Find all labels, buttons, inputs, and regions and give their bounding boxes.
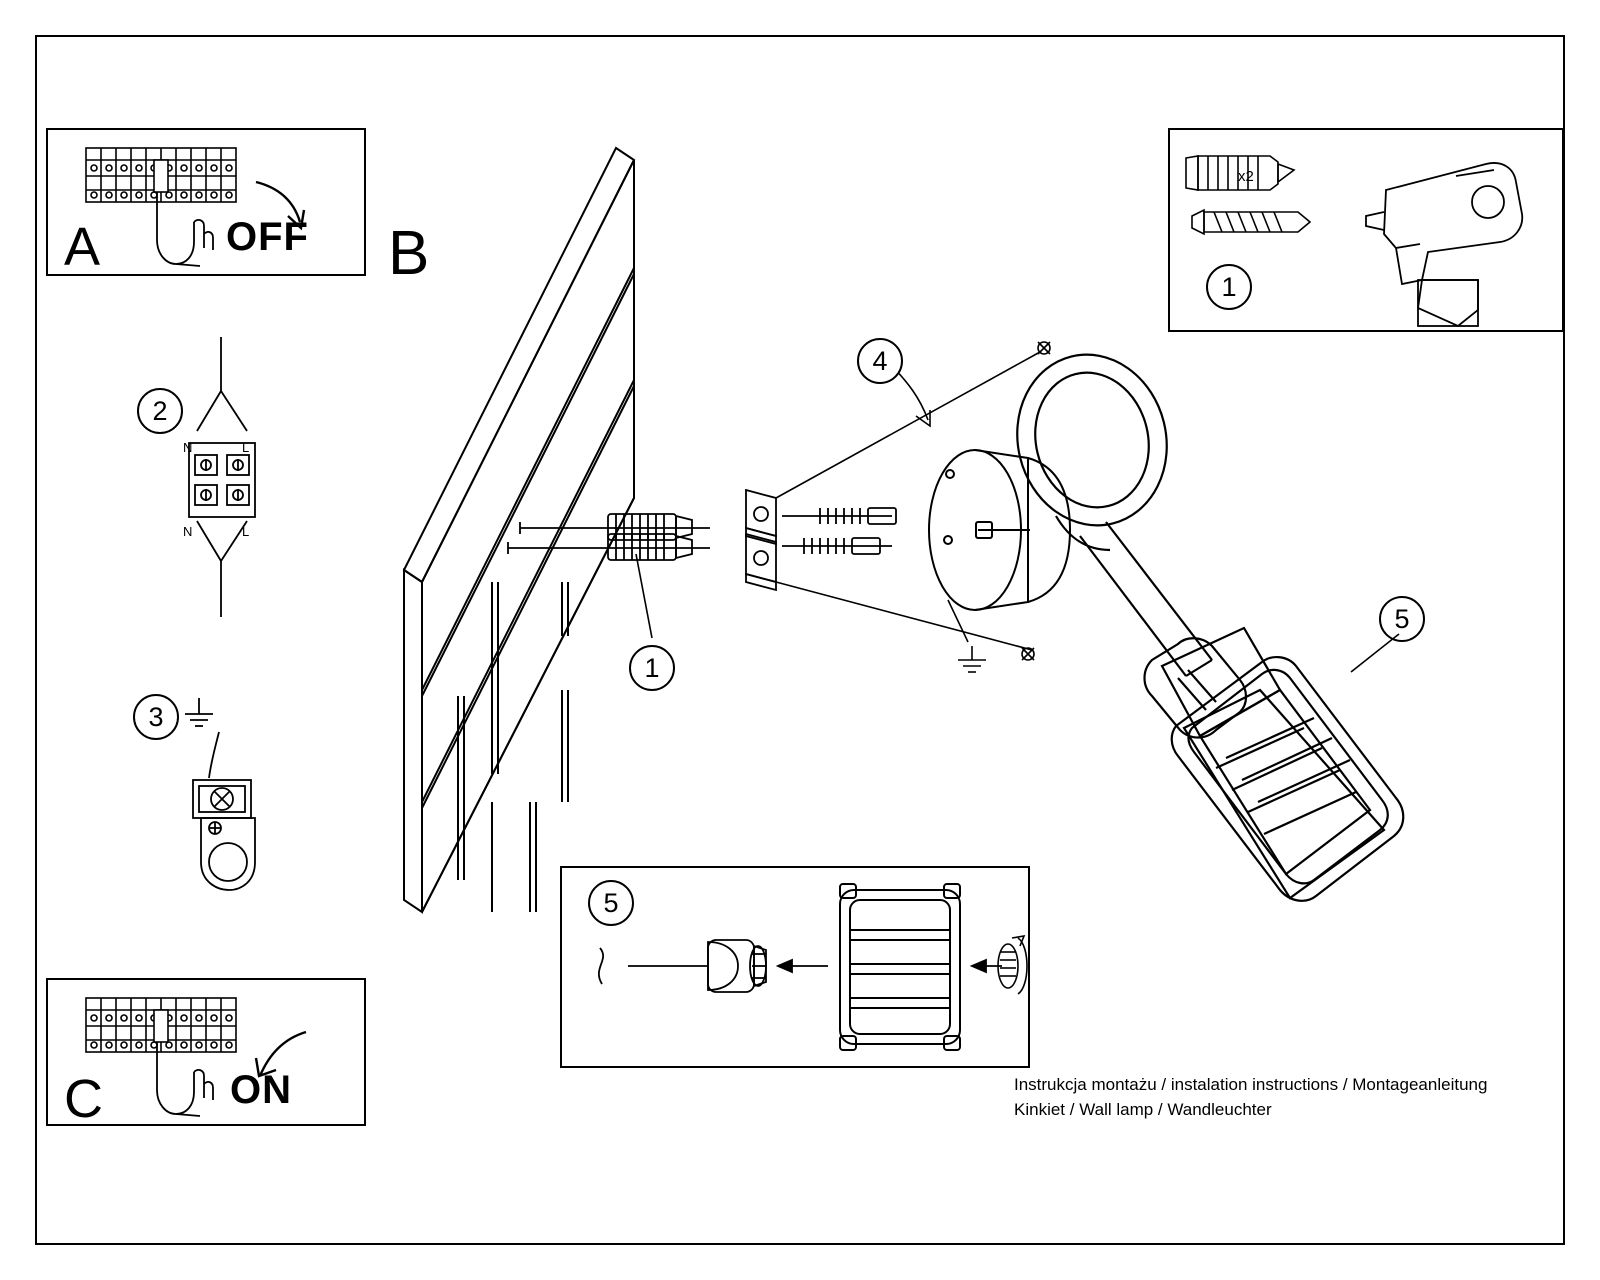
panel-b-letter: B <box>388 219 430 288</box>
step-2-marker: 2 <box>137 388 183 434</box>
panel-bulb-marker: 5 <box>588 880 634 926</box>
step-2-label-n-bottom: N <box>183 524 193 539</box>
marker-5-lamp-head: 5 <box>1379 596 1425 642</box>
marker-5-leader <box>1345 630 1405 680</box>
step-2-label-l-bottom: L <box>242 524 250 539</box>
marker-1-wall-plug: 1 <box>629 645 675 691</box>
step-2-label-n-top: N <box>183 440 193 455</box>
step-3-marker: 3 <box>133 694 179 740</box>
panel-c-action-label: ON <box>230 1068 292 1112</box>
step-3-drawing <box>175 690 325 900</box>
panel-tools-quantity: x2 <box>1238 168 1254 185</box>
caption-line-2: Kinkiet / Wall lamp / Wandleuchter <box>1014 1100 1272 1119</box>
step-2-label-l-top: L <box>242 440 250 455</box>
caption-line-1: Instrukcja montażu / instalation instructions / Montageanleitung <box>1014 1075 1488 1094</box>
panel-tools-marker: 1 <box>1206 264 1252 310</box>
step-2-drawing <box>175 335 375 655</box>
panel-c-letter: C <box>64 1069 103 1129</box>
panel-a-action-label: OFF <box>226 215 309 259</box>
panel-a-letter: A <box>64 217 101 277</box>
marker-4-screws: 4 <box>857 338 903 384</box>
